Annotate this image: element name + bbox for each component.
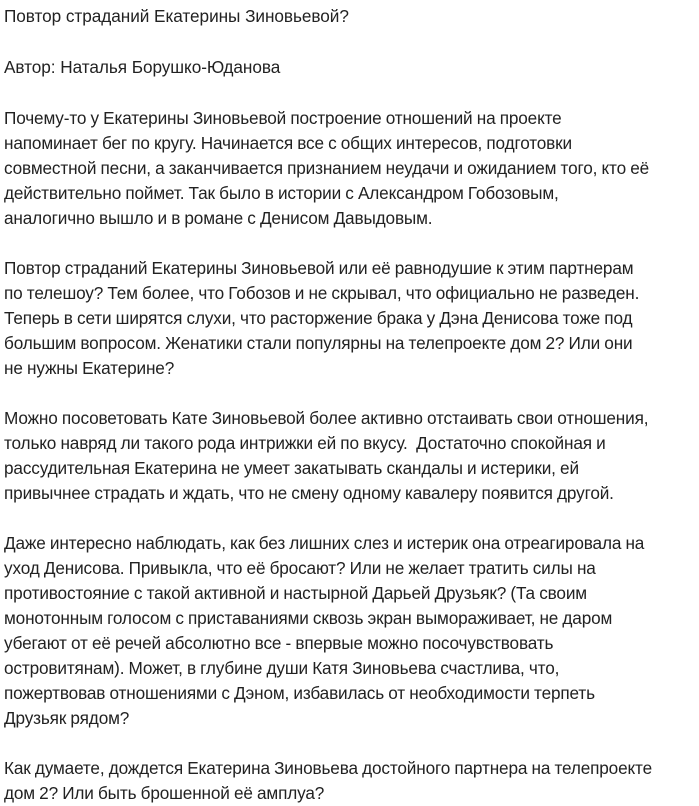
text-line: пожертвовав отношениями с Дэном, избавилась от необходимости терпеть — [4, 683, 595, 703]
text-line: Повтор страданий Екатерины Зиновьевой или её равнодушие к этим партнерам — [4, 258, 634, 278]
text-line: Можно посоветовать Кате Зиновьевой более активно отстаивать свои отношения, — [4, 408, 649, 428]
text-line: Даже интересно наблюдать, как без лишних слез и истерик она отреагировала на — [4, 533, 645, 553]
text-line: монотонным голосом с приставаниями сквозь экран вымораживает, не даром — [4, 608, 613, 628]
article-author: Автор: Наталья Борушко-Юданова — [4, 57, 281, 77]
text-line: Теперь в сети ширятся слухи, что расторжение брака у Дэна Денисова тоже под — [4, 308, 633, 328]
text-line: только навряд ли такого рода интрижки ей по вкусу. Достаточно спокойная и — [4, 433, 606, 453]
text-line: островитянам). Может, в глубине души Катя Зиновьева счастлива, что, — [4, 658, 560, 678]
text-line: привычнее страдать и ждать, что не смену одному кавалеру появится другой. — [4, 483, 614, 503]
text-line: совместной песни, а заканчивается признанием неудачи и ожиданием того, кто её — [4, 158, 650, 178]
text-line: рассудительная Екатерина не умеет закатывать скандалы и истерики, ей — [4, 458, 579, 478]
text-line: большим вопросом. Женатики стали популярны на телепроекте дом 2? Или они — [4, 333, 633, 353]
text-line: Как думаете, дождется Екатерина Зиновьева достойного партнера на телепроекте — [4, 758, 652, 778]
text-line: уход Денисова. Привыкла, что её бросают? Или не желает тратить силы на — [4, 558, 596, 578]
text-line: аналогично вышло и в романе с Денисом Давыдовым. — [4, 208, 433, 228]
paragraph-4 — [4, 531, 695, 731]
article-title: Повтор страданий Екатерины Зиновьевой? — [4, 6, 349, 26]
text-line: действительно поймет. Так было в истории с Александром Гобозовым, — [4, 183, 559, 203]
text-line: не нужны Екатерине? — [4, 358, 175, 378]
text-line: противостояние с такой активной и настырной Дарьей Друзьяк? (Та своим — [4, 583, 587, 603]
text-line: дом 2? Или быть брошенной её амплуа? — [4, 783, 325, 803]
paragraph-3 — [4, 406, 695, 506]
text-line: убегают от её речей абсолютно все - впервые можно посочувствовать — [4, 633, 554, 653]
text-line: Друзьяк рядом? — [4, 708, 130, 728]
paragraph-2 — [4, 256, 695, 381]
text-line: Почему-то у Екатерины Зиновьевой построение отношений на проекте — [4, 108, 562, 128]
paragraph-5 — [4, 756, 695, 806]
paragraph-1 — [4, 106, 695, 231]
text-line: по телешоу? Тем более, что Гобозов и не скрывал, что официально не разведен. — [4, 283, 640, 303]
text-line: напоминает бег по кругу. Начинается все с общих интересов, подготовки — [4, 133, 572, 153]
